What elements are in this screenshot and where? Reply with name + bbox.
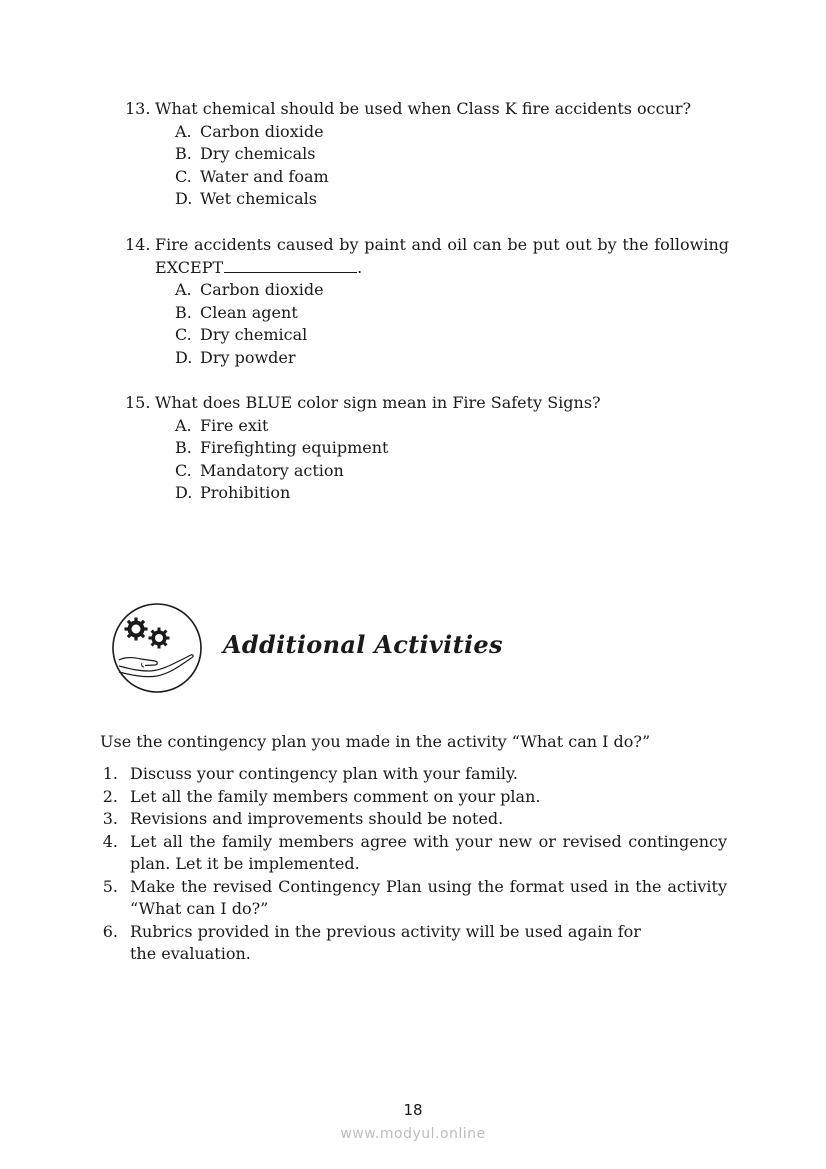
activity-item bbox=[100, 808, 727, 831]
option-item bbox=[175, 279, 729, 302]
question-text: What chemical should be used when Class K fire accidents occur? bbox=[155, 99, 692, 118]
activities-list bbox=[100, 763, 727, 966]
option-letter: C. bbox=[175, 166, 192, 186]
option-letter: D. bbox=[175, 347, 193, 367]
activity-text-wrap bbox=[130, 786, 727, 809]
activity-text: Let all the family members comment on your plan. bbox=[130, 786, 541, 806]
activity-item bbox=[100, 876, 727, 921]
option-letter: B. bbox=[175, 144, 192, 163]
activity-number: 4. bbox=[102, 831, 118, 851]
activity-item bbox=[100, 921, 727, 966]
question-13 bbox=[125, 98, 729, 211]
question-number: 13. bbox=[125, 99, 151, 118]
page-number: 18 bbox=[403, 1101, 423, 1119]
option-text: Dry chemicals bbox=[200, 144, 316, 163]
question-number: 15. bbox=[125, 393, 151, 412]
option-item bbox=[175, 143, 729, 166]
question-stem bbox=[125, 234, 729, 279]
except-word: EXCEPT bbox=[155, 257, 224, 277]
question-text: What does BLUE color sign mean in Fire Safety Signs? bbox=[155, 393, 601, 412]
option-item bbox=[175, 324, 729, 347]
activity-item bbox=[100, 831, 727, 876]
question-text-line1: Fire accidents caused by paint and oil can be put out by the following bbox=[155, 235, 729, 254]
activity-text-line1: Make the revised Contingency Plan using the format used in the activity bbox=[130, 876, 727, 896]
gears-on-hand-icon bbox=[111, 602, 203, 694]
option-text: Prohibition bbox=[200, 483, 291, 502]
option-text: Wet chemicals bbox=[200, 189, 317, 208]
option-text: Mandatory action bbox=[200, 460, 344, 480]
section-header bbox=[111, 602, 611, 694]
option-letter: A. bbox=[175, 415, 192, 435]
activity-number: 5. bbox=[102, 876, 118, 896]
option-text: Firefighting equipment bbox=[200, 438, 389, 457]
option-text: Dry powder bbox=[200, 347, 296, 367]
option-item bbox=[175, 188, 729, 211]
option-letter: A. bbox=[175, 280, 192, 299]
activity-text-wrap bbox=[130, 763, 727, 786]
activity-text-wrap bbox=[130, 808, 727, 831]
option-text: Dry chemical bbox=[200, 325, 308, 344]
question-15 bbox=[125, 392, 729, 505]
option-item bbox=[175, 460, 729, 483]
answer-blank bbox=[224, 258, 357, 273]
activity-text-wrap bbox=[130, 831, 727, 876]
option-text: Water and foam bbox=[200, 166, 329, 186]
activity-item bbox=[100, 786, 727, 809]
option-text: Fire exit bbox=[200, 415, 269, 435]
activity-text: Revisions and improvements should be noted. bbox=[130, 809, 504, 828]
activity-text-line1: Let all the family members agree with your new or revised contingency bbox=[130, 831, 727, 851]
activity-number: 3. bbox=[102, 809, 118, 828]
option-letter: D. bbox=[175, 483, 193, 502]
option-letter: D. bbox=[175, 189, 193, 208]
activity-text-wrap bbox=[130, 876, 727, 921]
option-letter: C. bbox=[175, 325, 192, 344]
activity-text: Discuss your contingency plan with your family. bbox=[130, 764, 518, 783]
activity-number: 1. bbox=[102, 764, 118, 783]
option-text: Clean agent bbox=[200, 302, 298, 322]
question-stem bbox=[125, 392, 729, 415]
activity-number: 2. bbox=[102, 786, 118, 806]
activity-text-line2: plan. Let it be implemented. bbox=[130, 854, 360, 873]
section-intro: Use the contingency plan you made in the activity “What can I do?” bbox=[100, 732, 651, 751]
section-title: Additional Activities bbox=[223, 630, 503, 659]
option-letter: B. bbox=[175, 302, 192, 322]
option-item bbox=[175, 302, 729, 325]
question-text-line2 bbox=[155, 257, 729, 280]
watermark: www.modyul.online bbox=[340, 1126, 486, 1142]
option-letter: C. bbox=[175, 460, 192, 480]
activity-item bbox=[100, 763, 727, 786]
option-item bbox=[175, 121, 729, 144]
option-text: Carbon dioxide bbox=[200, 121, 324, 141]
option-item bbox=[175, 437, 729, 460]
option-item bbox=[175, 415, 729, 438]
line-end-period: . bbox=[357, 257, 363, 277]
options-list bbox=[125, 121, 729, 211]
question-stem bbox=[125, 98, 729, 121]
activity-text-line1: Rubrics provided in the previous activity will be used again for bbox=[130, 921, 641, 941]
options-list bbox=[125, 279, 729, 369]
options-list bbox=[125, 415, 729, 505]
option-letter: B. bbox=[175, 438, 192, 457]
activity-text-line2: “What can I do?” bbox=[130, 899, 269, 918]
question-number: 14. bbox=[125, 235, 151, 254]
option-text: Carbon dioxide bbox=[200, 280, 324, 299]
activity-text-line2: the evaluation. bbox=[130, 944, 251, 963]
option-item bbox=[175, 482, 729, 505]
activity-number: 6. bbox=[102, 921, 118, 941]
option-item bbox=[175, 166, 729, 189]
activity-text-wrap bbox=[130, 921, 727, 966]
question-14 bbox=[125, 234, 729, 369]
option-item bbox=[175, 347, 729, 370]
question-text bbox=[155, 234, 729, 279]
option-letter: A. bbox=[175, 121, 192, 141]
